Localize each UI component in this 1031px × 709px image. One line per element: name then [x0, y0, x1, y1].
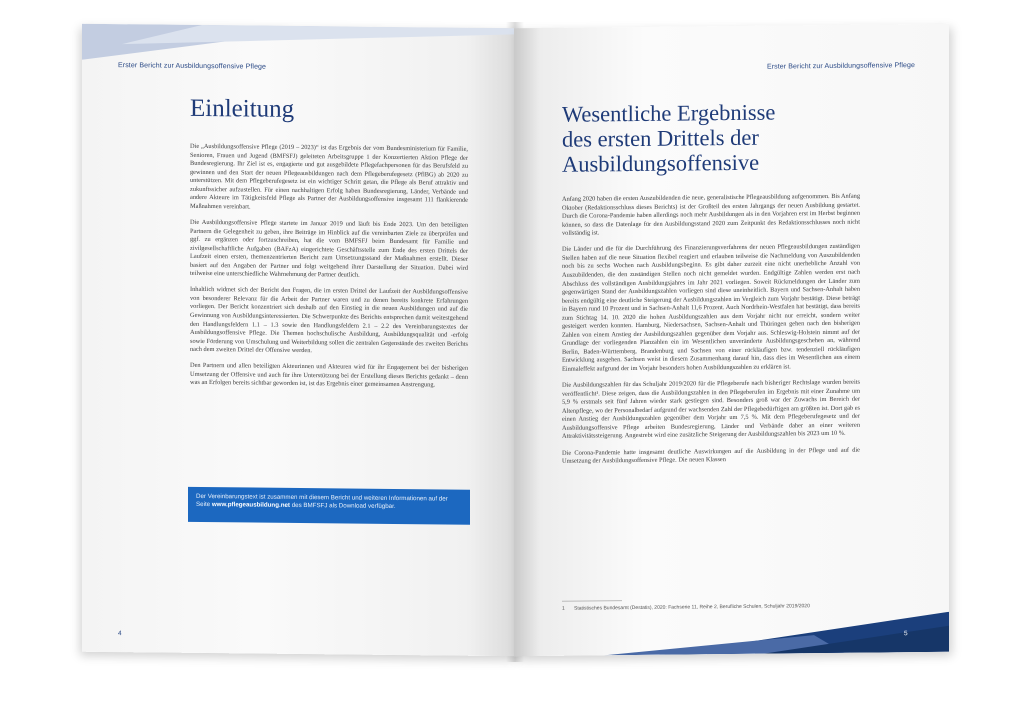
info-box-text-end: des BMFSFJ als Download verfügbar.	[289, 502, 396, 511]
left-page	[82, 24, 519, 657]
title-line: des ersten Drittels der	[562, 124, 759, 152]
info-box	[188, 487, 470, 525]
paragraph: Die „Ausbildungsoffensive Pflege (2019 – 2023)“ ist das Ergebnis der vom Bundesministerium für Familie, Senioren, Frauen und Jugend (BMFSFJ) geleiteten Arbeitsgruppe 1 der Konzertierten Aktion Pflege der Bundesregierung. Ihr Ziel ist es, engagierte und gut ausgebildete Pflegefachpersonen für das Berufsfeld zu gewinnen und den Start der neuen Pflegeausbildungen nach dem Pflegeberufegesetz (PflBG) ab 2020 zu unterstützen. Mit dem Pflegeberufegesetz ist ein wichtiger Schritt getan, die Pflege als Beruf attraktiv und zukunftssicher aufzustellen. Für einen nachhaltigen Erfolg haben Bundesregierung, Länder, Verbände und andere Akteure im Tätigkeitsfeld Pflege als Partner der Ausbildungsoffensive insgesamt 111 flankierende Maßnahmen vereinbart.	[190, 142, 468, 211]
footnote-text: Statistisches Bundesamt (Destatis), 2020: Fachserie 11, Reihe 2, Berufliche Schulen, Schuljahr 2019/2020	[574, 603, 810, 612]
running-head: Erster Bericht zur Ausbildungsoffensive Pflege	[118, 62, 267, 71]
paragraph: Die Länder und die für die Durchführung des Finanzierungsverfahrens der neuen Pflegeausbildungen zuständigen Stellen haben auf die neue Situation flexibel reagiert und erlauben teilweise die Nachmeldung von Auszubildenden noch bis zu sechs Wochen nach Ausbildungsbeginn. Es gibt daher zurzeit eine nicht unerhebliche Anzahl von Auszubildenden, die den zuständigen Stellen noch nicht gemeldet wurden. Endgültige Zahlen werden erst nach Abschluss des vollständigen Ausbildungsjahres im Jahr 2021 vorliegen. Soweit Rückmeldungen der Länder zum gegenwärtigen Stand der Ausbildungszahlen vorliegen sind diese uneinheitlich. Bayern und Sachsen-Anhalt haben bereits endgültig eine deutliche Steigerung der Ausbildungszahlen im Vergleich zum Vorjahr bestätigt. Diese beträgt in Bayern rund 10 Prozent und in Sachsen-Anhalt 11,6 Prozent. Auch Nordrhein-Westfalen hat bestätigt, dass bereits zum Stichtag 14. 10. 2020 die hohen Ausbildungszahlen aus dem Vorjahr nicht nur erreicht, sondern weiter gesteigert werden konnten. Hamburg, Niedersachsen, Sachsen-Anhalt und Thüringen gehen nach den bisherigen Zahlen von einem Anstieg der Ausbildungszahlen gegenüber dem Vorjahr aus. Schleswig-Holstein nimmt auf der Grundlage der vorliegenden Planzahlen ein im Wesentlichen unveränderte Ausbildungsgeschehen an, während Berlin, Baden-Württemberg, Brandenburg und Sachsen von einer rückläufigen bzw. tendenziell rückläufigen Entwicklung ausgehen. Sachsen weist in diesem Zusammenhang darauf hin, dass dies im Wesentlichen aus einem Einmaleffekt aufgrund der im Vorjahr besonders hohen Ausbildungszahlen zu erklären ist.	[562, 242, 860, 373]
body-text	[190, 143, 468, 399]
page-title: Einleitung	[190, 94, 295, 123]
paragraph: Die Ausbildungsoffensive Pflege startete im Januar 2019 und läuft bis Ende 2023. Um den beteiligten Partnern die Gelegenheit zu geben, ihre Beiträge im Hinblick auf die vereinbarten Ziele zu überprüfen und ggf. zu ergänzen oder fortzuschreiben, hat die vom BMFSFJ beim Bundesamt für Familie und zivilgesellschaftliche Aufgaben (BAFzA) eingerichtete Geschäftsstelle zum Ende des ersten Drittels der Laufzeit einen ersten, themenzentrierten Bericht zum Umsetzungsstand der Maßnahmen erstellt. Dieser basiert auf den Angaben der Partner und folgt weitgehend ihrer Darstellung der Situation. Dabei wird teilweise eine unterschiedliche Wahrnehmung der Partner deutlich.	[190, 218, 468, 279]
paragraph: Den Partnern und allen beteiligten Akteurinnen und Akteuren wird für ihr Engagement bei der bisherigen Umsetzung der Offensive und auch für ihre Unterstützung bei der Erstellung dieses Berichts gedankt – denn was an Erfolgen bereits sichtbar geworden ist, ist das Ergebnis einer gemeinsamen Anstrengung.	[190, 362, 468, 389]
left-page-header-decoration	[82, 24, 519, 65]
paragraph: Anfang 2020 haben die ersten Auszubildenden die neue, generalistische Pflegeausbildung aufgenommen. Bis Anfang Oktober (Redaktionsschluss dieses Berichts) ist der Großteil des ersten Jahrgangs der neuen Ausbildung gestartet. Durch die Corona-Pandemie haben allerdings noch mehr Ausbildungen als in den Vorjahren erst im Herbst beginnen können, so dass die Datenlage für den Ausbildungsstand 2020 zum Zeitpunkt des Redaktionsschlusses noch nicht vollständig ist.	[562, 192, 860, 237]
page-title	[562, 99, 862, 177]
title-line: Wesentliche Ergebnisse	[562, 99, 776, 127]
right-page	[514, 24, 949, 657]
footnote	[562, 603, 862, 612]
page-number: 5	[904, 630, 908, 638]
download-link[interactable]: www.pflegeausbildung.net	[211, 501, 290, 510]
body-text	[562, 193, 860, 474]
title-line: Ausbildungsoffensive	[562, 149, 760, 177]
paragraph: Die Corona-Pandemie hatte insgesamt deutliche Auswirkungen auf die Ausbildung in der Pflege und auf die Umsetzung der Ausbildungsoffensive Pflege. Die neuen Klassen	[562, 446, 860, 465]
footnote-divider	[562, 600, 622, 602]
running-head: Erster Bericht zur Ausbildungsoffensive Pflege	[766, 62, 915, 71]
paragraph: Inhaltlich widmet sich der Bericht den Fragen, die im ersten Drittel der Laufzeit der Ausbildungsoffensive von besonderer Relevanz für die Arbeit der Partner waren und zu denen bereits konkrete Erfahrungen vorliegen. Der Bericht konzentriert sich deshalb auf den Einstieg in die neuen Ausbildungen und auf die Gewinnung von Ausbildungsinteressierten. Die Schwerpunkte des Berichts entsprechen damit weitestgehend den Handlungsfeldern 1.1 – 1.3 sowie den Handlungsfeldern 2.1 – 2.2 des Vereinbarungstextes der Ausbildungsoffensive Pflege. Die Themen hochschulische Ausbildung, Ausbildungsqualität und -erfolg sowie Förderung von Umschulung und Weiterbildung sollen die zentralen Gegenstände des zweiten Berichts nach dem zweiten Drittel der Offensive werden.	[190, 286, 468, 355]
right-page-footer-decoration	[514, 612, 949, 657]
info-box-text: Der Vereinbarungstext ist zusammen mit diesem Bericht und weiteren Informationen auf der Seite	[196, 492, 448, 509]
footnote-number: 1	[562, 605, 565, 612]
paragraph: Die Ausbildungszahlen für das Schuljahr 2019/2020 für die Pflegeberufe nach bisheriger Rechtslage wurden bereits veröffentlicht¹. Diese zeigen, dass die Ausbildungszahlen in den Pflegeberufen im Ergebnis mit einer Zunahme um 5,9 % erstmals seit fünf Jahren wieder stark gestiegen sind. Besonders groß war der Zuwachs im Bereich der Altenpflege, wo der Personalbedarf aufgrund der wachsenden Zahl der Pflegebedürftigen am größten ist. Dort gab es einen Anstieg der Ausbildungszahlen gegenüber dem Vorjahr um 7,5 %. Mit dem Pflegeberufegesetz und der Ausbildungsoffensive Pflege arbeiten Bundesregierung, Länder und Verbände daher an einer weiteren Attraktivitätssteigerung. Angestrebt wird eine zusätzliche Steigerung der Ausbildungszahlen bis 2023 um 10 %.	[562, 378, 860, 441]
page-number: 4	[118, 630, 122, 638]
